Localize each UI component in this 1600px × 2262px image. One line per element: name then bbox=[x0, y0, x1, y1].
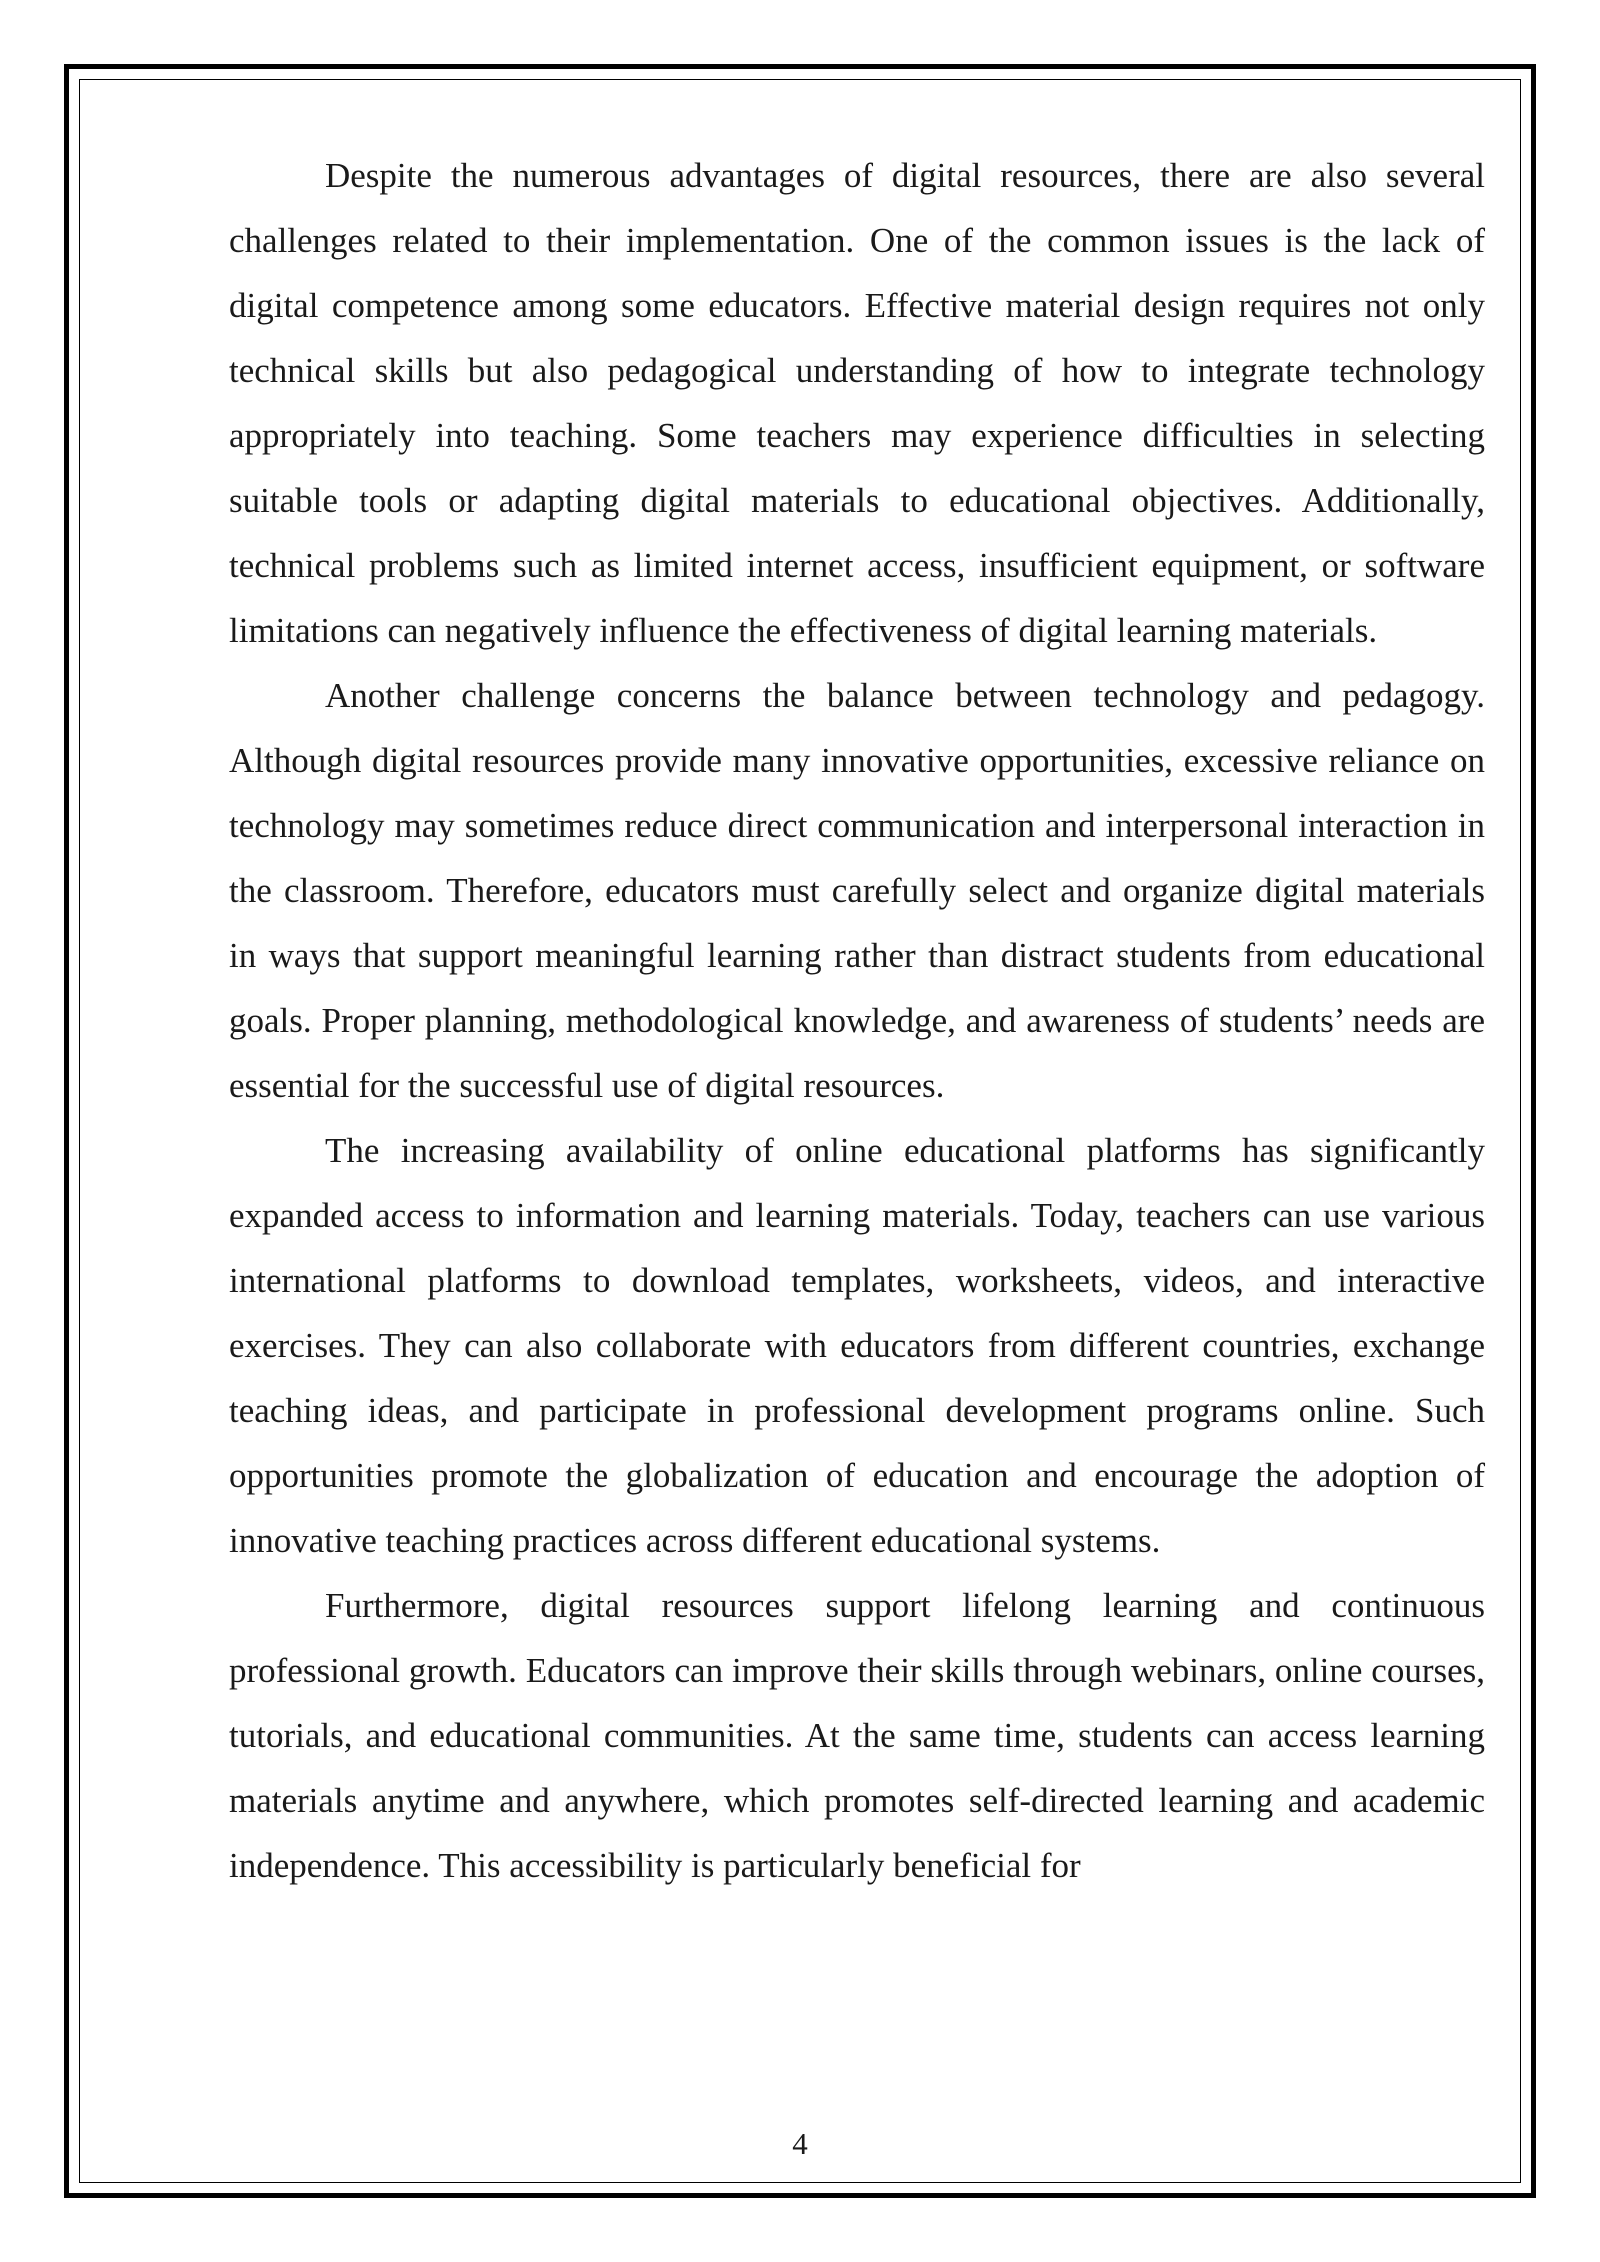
paragraph-digital-challenges: Despite the numerous advantages of digital resources, there are also several challenges related to their implementation. One of the common issues is the lack of digital competence among some educators. Effective material design requires not only technical skills but also pedagogical understanding of how to integrate technology appropriately into teaching. Some teachers may experience difficulties in selecting suitable tools or adapting digital materials to educational objectives. Additionally, technical problems such as limited internet access, insufficient equipment, or software limitations can negatively influence the effectiveness of digital learning materials. bbox=[229, 156, 1485, 650]
paragraph-technology-pedagogy-balance: Another challenge concerns the balance between technology and pedagogy. Although digital resources provide many innovative opportunities, excessive reliance on technology may sometimes reduce direct communication and interpersonal interaction in the classroom. Therefore, educators must carefully select and organize digital materials in ways that support meaningful learning rather than distract students from educational goals. Proper planning, methodological knowledge, and awareness of students’ needs are essential for the successful use of digital resources. bbox=[229, 676, 1485, 1105]
document-body bbox=[229, 143, 1485, 1898]
paragraph-online-platforms: The increasing availability of online educational platforms has significantly expanded access to information and learning materials. Today, teachers can use various international platforms to download templates, worksheets, videos, and interactive exercises. They can also collaborate with educators from different countries, exchange teaching ideas, and participate in professional development programs online. Such opportunities promote the globalization of education and encourage the adoption of innovative teaching practices across different educational systems. bbox=[229, 1131, 1485, 1560]
paragraph-lifelong-learning: Furthermore, digital resources support lifelong learning and continuous professional growth. Educators can improve their skills through webinars, online courses, tutorials, and educational communities. At the same time, students can access learning materials anytime and anywhere, which promotes self-directed learning and academic independence. This accessibility is particularly beneficial for bbox=[229, 1586, 1485, 1885]
page-number: 4 bbox=[792, 2126, 808, 2161]
